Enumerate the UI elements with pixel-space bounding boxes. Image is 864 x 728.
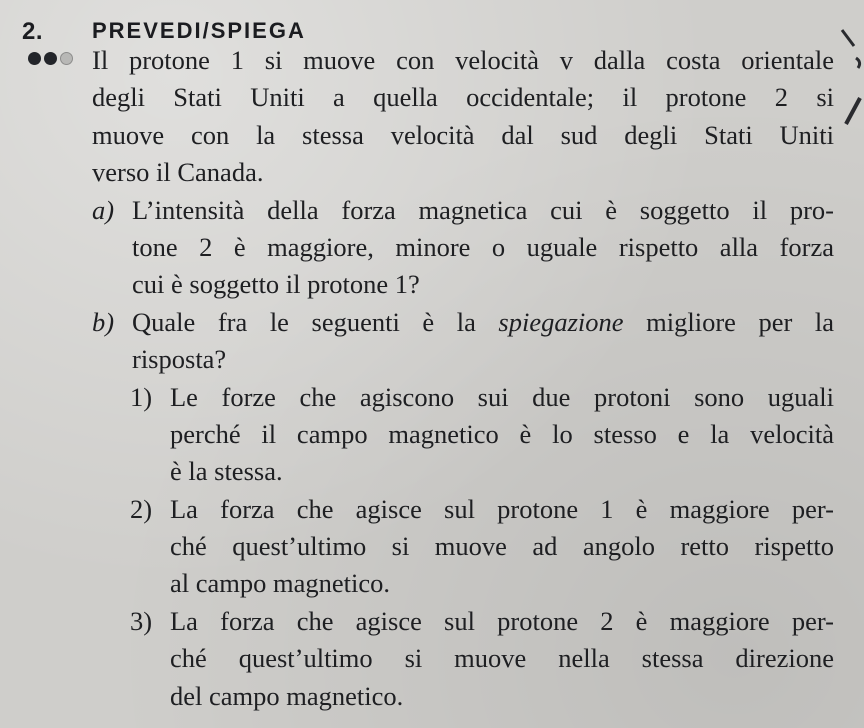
option-3-line: ché quest’ultimo si muove nella stessa direzione [170,643,834,674]
difficulty-dot-filled-icon [44,52,57,65]
part-b-text-before: Quale fra le seguenti è la [132,306,499,337]
option-3-marker: 3) [130,605,153,636]
part-b-emphasis: spiegazione [498,306,624,337]
difficulty-indicator [28,52,73,65]
option-1-line [92,379,834,416]
part-b-text-after: migliore per la [623,306,834,337]
option-2-line [92,491,834,528]
option-3-text: La forza che agisce sul protone 2 è maggiore per- [170,605,834,636]
part-a-marker: a) [92,194,115,225]
option-1-text: Le forze che agiscono sui due protoni sono uguali [170,381,834,412]
part-b-marker: b) [92,306,115,337]
exercise-title: PREVEDI/SPIEGA [92,18,306,43]
part-a-line: cui è soggetto il protone 1? [132,269,420,300]
part-b-line: risposta? [132,344,227,375]
intro-line: Il protone 1 si muove con velocità v dalla costa orientale [92,45,834,75]
option-3-line: del campo magnetico. [170,680,404,711]
option-1-line: perché il campo magnetico è lo stesso e la velocità [170,418,834,449]
option-2-text: La forza che agisce sul protone 1 è maggiore per- [170,493,834,524]
option-2-marker: 2) [130,493,153,524]
edge-bracket-icon [840,28,864,128]
exercise-number: 2. [22,18,44,45]
intro-line: degli Stati Uniti a quella occidentale; il protone 2 si [92,82,834,113]
intro-line: verso il Canada. [92,157,264,188]
option-1-line: è la stessa. [170,456,283,487]
option-3-line [92,603,834,640]
option-1-marker: 1) [130,381,153,412]
problem-text [92,42,834,715]
part-a-text: L’intensità della forza magnetica cui è soggetto il pro- [132,194,834,225]
option-2-line: ché quest’ultimo si muove ad angolo retto rispetto [170,531,834,562]
difficulty-dot-filled-icon [28,52,41,65]
part-a-line [92,192,834,229]
intro-line: muove con la stessa velocità dal sud degli Stati Uniti [92,119,834,150]
option-2-line: al campo magnetico. [170,568,391,599]
part-b-line [92,304,834,341]
page-edge-marks [840,28,864,128]
difficulty-dot-empty-icon [60,52,73,65]
part-a-line: tone 2 è maggiore, minore o uguale rispetto alla forza [132,231,834,262]
